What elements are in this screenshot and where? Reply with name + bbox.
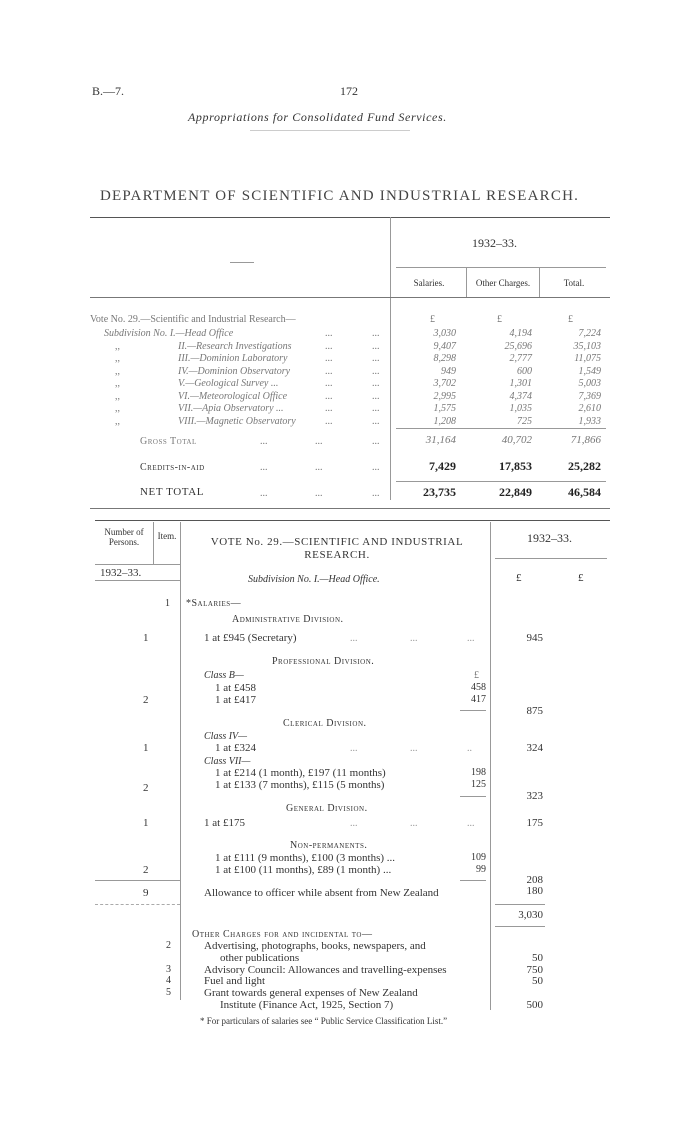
detail-row-amount: 99	[476, 864, 486, 875]
other-charge-row: other publications	[220, 951, 300, 964]
credits-label: Credits-in-aid	[140, 462, 205, 473]
subtitle-rule	[250, 130, 410, 131]
net-other: 22,849	[499, 485, 532, 499]
admin-heading: Administrative Division.	[232, 614, 344, 625]
detail-row-amount: 458	[471, 682, 486, 693]
ditto-mark: ,,	[115, 353, 120, 364]
summary-year: 1932–33.	[472, 236, 517, 250]
gross-salaries: 31,164	[425, 434, 456, 446]
department-title: DEPARTMENT OF SCIENTIFIC AND INDUSTRIAL RESEARCH.	[100, 188, 580, 204]
col-persons: Number of Persons.	[104, 527, 144, 547]
salaries-heading: *Salaries—	[186, 598, 242, 609]
summary-row-salaries: 9,407	[433, 340, 456, 352]
footnote: * For particulars of salaries see “ Public Service Classification List.”	[200, 1016, 448, 1026]
other-charge-amount: 750	[526, 963, 543, 976]
gross-total: 71,866	[570, 434, 601, 446]
summary-row-total: 2,610	[578, 403, 601, 414]
summary-row-total: 7,224	[578, 328, 601, 339]
other-charge-row: Fuel and light	[204, 975, 266, 988]
summary-row-label: VI.—Meteorological Office	[178, 390, 288, 402]
summary-row-salaries: 949	[441, 365, 456, 377]
summary-row-other: 1,301	[509, 378, 532, 389]
summary-row-total: 11,075	[574, 353, 601, 364]
detail-row: 1 at £133 (7 months), £115 (5 months)	[215, 779, 385, 791]
summary-row-salaries: 1,208	[433, 415, 456, 427]
credits-other: 17,853	[499, 459, 532, 473]
detail-row: 1 at £458	[215, 682, 256, 694]
summary-row-other: 2,777	[509, 353, 532, 364]
other-charge-amount: 50	[532, 951, 543, 964]
page-subtitle: Appropriations for Consolidated Fund Services.	[188, 110, 447, 124]
col-total: Total.	[563, 278, 585, 288]
summary-row-total: 35,103	[573, 340, 601, 352]
nonperm-heading: Non-permanents.	[290, 840, 368, 851]
summary-row-total: 1,933	[578, 415, 601, 427]
col-item: Item.	[157, 531, 177, 541]
detail-row-amount: 198	[471, 767, 486, 778]
summary-row-label: Subdivision No. I.—Head Office	[104, 328, 234, 339]
other-item-number: 3	[166, 963, 171, 975]
other-item-number: 4	[166, 975, 171, 987]
ditto-mark: ,,	[115, 378, 120, 389]
other-charge-row: Institute (Finance Act, 1925, Section 7)	[220, 999, 394, 1011]
summary-row-total: 1,549	[578, 365, 601, 377]
gross-total-label: Gross Total	[140, 436, 197, 447]
other-charge-amount: 50	[532, 975, 543, 988]
other-item-number: 5	[166, 987, 171, 999]
gross-other: 40,702	[501, 434, 532, 446]
detail-row-amount: 109	[471, 852, 486, 863]
detail-row: 1 at £111 (9 months), £100 (3 months) ...	[215, 852, 396, 864]
ditto-mark: ,,	[115, 340, 120, 352]
subdivision-title: Subdivision No. I.—Head Office.	[248, 574, 380, 585]
item-1: 1	[165, 598, 170, 609]
summary-row-other: 600	[517, 365, 532, 377]
ditto-mark: ,,	[115, 415, 120, 427]
detail-row: 1 at £214 (1 month), £197 (11 months)	[215, 767, 386, 779]
summary-row-label: III.—Dominion Laboratory	[178, 353, 288, 364]
other-charge-row: Advertising, photographs, books, newspapers, and	[204, 940, 426, 952]
summary-row-other: 4,374	[509, 390, 532, 402]
other-charge-row: Grant towards general expenses of New Zealand	[204, 987, 418, 1000]
page-number: 172	[340, 84, 358, 98]
summary-row-label: II.—Research Investigations	[178, 340, 292, 352]
summary-row-salaries: 2,995	[433, 390, 456, 402]
summary-row-label: VIII.—Magnetic Observatory	[178, 415, 296, 427]
salaries-total: 3,030	[518, 909, 543, 921]
summary-row-other: 4,194	[509, 328, 532, 339]
detail-row-amount: 417	[471, 694, 486, 705]
ditto-mark: ,,	[115, 403, 120, 414]
detail-row: 1 at £100 (11 months), £89 (1 month) ...	[215, 864, 392, 876]
vote-title: VOTE No. 29.—SCIENTIFIC AND INDUSTRIAL RESEARCH.	[210, 536, 464, 561]
summary-row-total: 5,003	[578, 378, 601, 389]
other-charges-heading: Other Charges for and incidental to—	[192, 929, 373, 940]
summary-row-label: VII.—Apia Observatory ...	[178, 403, 284, 414]
summary-row-salaries: 3,702	[433, 378, 456, 389]
general-heading: General Division.	[286, 803, 368, 814]
other-charge-row: Advisory Council: Allowances and travelling-expenses	[204, 963, 447, 976]
clerical-heading: Clerical Division.	[283, 718, 367, 729]
net-total: 46,584	[568, 485, 601, 499]
net-total-label: NET TOTAL	[140, 486, 205, 498]
summary-vote-label: Vote No. 29.—Scientific and Industrial Research—	[90, 314, 296, 325]
prof-heading: Professional Division.	[272, 656, 375, 667]
detail-year-left: 1932–33.	[100, 567, 142, 579]
report-reference: B.—7.	[92, 84, 125, 98]
ditto-mark: ,,	[115, 390, 120, 402]
summary-row-salaries: 8,298	[433, 353, 456, 364]
summary-row-other: 25,696	[504, 340, 532, 352]
summary-row-salaries: 1,575	[433, 403, 456, 414]
credits-total: 25,282	[568, 459, 601, 473]
col-salaries: Salaries.	[413, 278, 445, 288]
admin-row: 1 at £945 (Secretary)	[204, 632, 297, 644]
summary-row-label: IV.—Dominion Observatory	[178, 365, 291, 377]
other-charge-amount: 500	[526, 999, 543, 1011]
detail-row: 1 at £417	[215, 694, 256, 706]
allowance-row: Allowance to officer while absent from New Zealand	[204, 887, 439, 899]
other-item-number: 2	[166, 940, 171, 951]
credits-salaries: 7,429	[429, 459, 456, 473]
summary-row-total: 7,369	[578, 390, 601, 402]
summary-row-label: V.—Geological Survey ...	[178, 378, 279, 389]
col-other-charges: Other Charges.	[475, 278, 531, 288]
summary-row-other: 725	[517, 415, 532, 427]
summary-row-other: 1,035	[509, 403, 532, 414]
net-salaries: 23,735	[423, 485, 456, 499]
ditto-mark: ,,	[115, 365, 120, 377]
summary-row-salaries: 3,030	[433, 328, 456, 339]
detail-year-right: 1932–33.	[527, 531, 572, 545]
detail-row-amount: 125	[471, 779, 486, 790]
